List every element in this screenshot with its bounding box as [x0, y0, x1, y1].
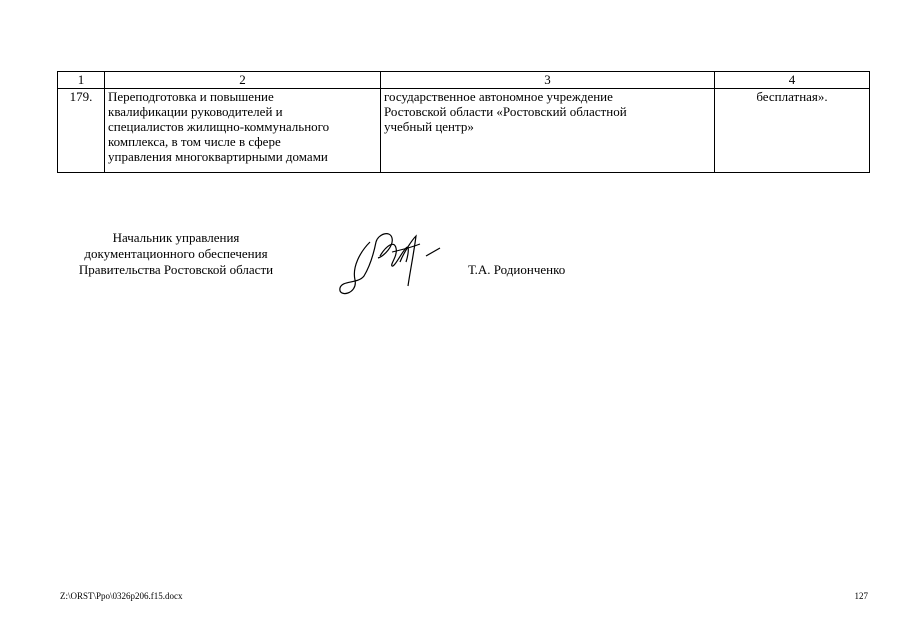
signatory-title-line: Правительства Ростовской области [78, 262, 274, 277]
provider-name: государственное автономное учреждение Ростовской области «Ростовский областной учебный центр» [381, 89, 715, 173]
signatory-title-line: документационного обеспечения [84, 246, 268, 261]
table-row [58, 89, 870, 173]
footer-file-path: Z:\ORST\Ppo\0326p206.f15.docx [60, 591, 183, 601]
signatory-title-line: Начальник управления [112, 230, 240, 245]
services-table [57, 71, 870, 173]
signatory-title [40, 230, 312, 278]
column-header: 2 [105, 72, 381, 89]
table-header-row [58, 72, 870, 89]
signer-name: Т.А. Родионченко [468, 262, 566, 277]
page-number: 127 [854, 591, 868, 601]
service-name: Переподготовка и повышение квалификации руководителей и специалистов жилищно-коммунального комплекса, в том числе в сфере управления многоквартирными домами [105, 89, 381, 173]
handwritten-signature [330, 222, 450, 302]
column-header: 3 [381, 72, 715, 89]
price-value: бесплатная». [715, 89, 870, 173]
column-header: 4 [715, 72, 870, 89]
column-header: 1 [58, 72, 105, 89]
row-number: 179. [58, 89, 105, 173]
